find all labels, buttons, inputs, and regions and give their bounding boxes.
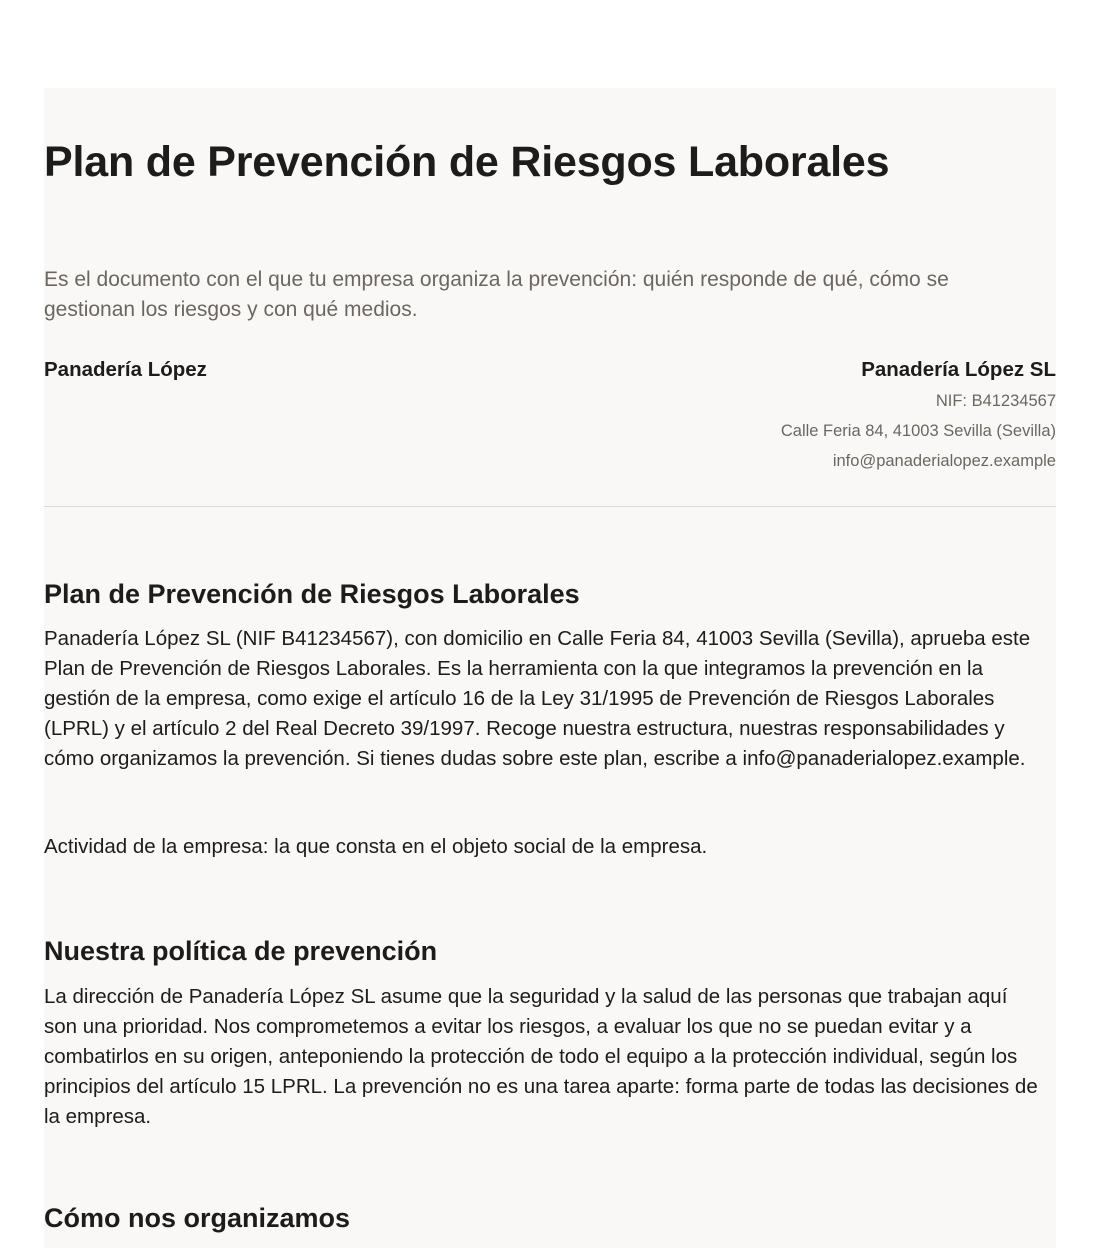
- company-nif: NIF: B41234567: [935, 392, 1056, 410]
- document-page: [44, 88, 1056, 1248]
- section-title-policy: Nuestra política de prevención: [44, 936, 438, 966]
- company-address: Calle Feria 84, 41003 Sevilla (Sevilla): [780, 422, 1056, 440]
- company-info: [781, 356, 1056, 476]
- company-email: info@panaderialopez.example: [832, 452, 1056, 470]
- company-name: Panadería López SL: [861, 358, 1056, 381]
- section-title-plan: Plan de Prevención de Riesgos Laborales: [44, 579, 580, 609]
- document-intro: Es el documento con el que tu empresa organiza la prevención: quién responde de qué, cómo se gestionan los riesgos y con qué medios.: [44, 268, 949, 321]
- section-paragraph-plan-2: Actividad de la empresa: la que consta en el objeto social de la empresa.: [44, 835, 708, 858]
- section-title-organization: Cómo nos organizamos: [44, 1203, 351, 1233]
- brand-name: Panadería López: [44, 358, 207, 381]
- section-paragraph-plan-1: Panadería López SL (NIF B41234567), con domicilio en Calle Feria 84, 41003 Sevilla (Sevilla), aprueba este Plan de Prevención de Riesgos Laborales. Es la herramienta con la que integramos la prevención en la gestión de la empresa, como exige el artículo 16 de la Ley 31/1995 de Prevención de Riesgos Laborales (LPRL) y el artículo 2 del Real Decreto 39/1997. Recoge nuestra estructura, nuestras responsabilidades y cómo organizamos la prevención. Si tienes dudas sobre este plan, escribe a info@panaderialopez.example.: [44, 627, 1031, 770]
- section-paragraph-policy: La dirección de Panadería López SL asume que la seguridad y la salud de las personas que trabajan aquí son una prioridad. Nos comprometemos a evitar los riesgos, a evaluar los que no se puedan evitar y a combatirlos en su origen, anteponiendo la protección de todo el equipo a la protección individual, según los principios del artículo 15 LPRL. La prevención no es una tarea aparte: forma parte de todas las decisiones de la empresa.: [44, 985, 1038, 1128]
- header-divider: [44, 506, 1056, 507]
- document-title: Plan de Prevención de Riesgos Laborales: [44, 138, 890, 186]
